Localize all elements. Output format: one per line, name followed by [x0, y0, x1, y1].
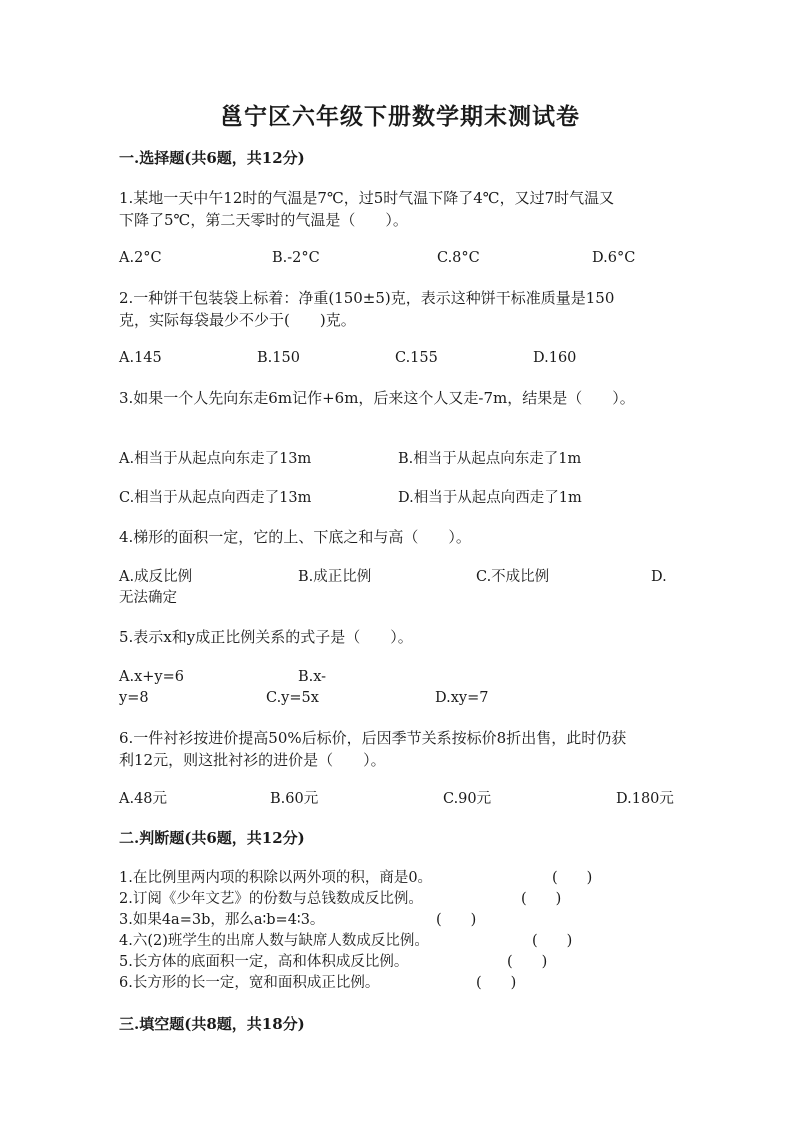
- question-1-option-c: C.8°C: [437, 250, 480, 266]
- question-6-option-b: B.60元: [270, 791, 319, 807]
- question-5-option-b: B.x-: [298, 669, 327, 685]
- judge-5-text: 5.长方体的底面积一定，高和体积成反比例。: [119, 954, 409, 970]
- question-1-option-d: D.6°C: [592, 250, 636, 266]
- question-2-line-1: 2.一种饼干包装袋上标着：净重(150±5)克，表示这种饼干标准质量是150: [119, 289, 615, 307]
- question-5-option-a: A.x+y=6: [119, 669, 184, 685]
- question-2-line-2: 克，实际每袋最少不少于( )克。: [119, 311, 356, 329]
- question-2-option-a: A.145: [119, 350, 162, 366]
- question-1-option-a: A.2°C: [119, 250, 162, 266]
- question-5-option-d: D.xy=7: [435, 690, 489, 706]
- section-heading-choice: 一.选择题(共6题，共12分): [119, 149, 305, 167]
- judge-3-text: 3.如果4a=3b，那么a∶b=4∶3。: [119, 912, 325, 928]
- question-1-option-b: B.-2°C: [272, 250, 320, 266]
- question-4-option-b: B.成正比例: [298, 569, 372, 585]
- question-3-option-d: D.相当于从起点向西走了1m: [398, 490, 582, 506]
- question-4-option-d: D.: [651, 569, 667, 585]
- question-2-option-b: B.150: [257, 350, 300, 366]
- question-6-option-a: A.48元: [119, 791, 168, 807]
- judge-1-text: 1.在比例里两内项的积除以两外项的积，商是0。: [119, 870, 433, 886]
- question-2-option-d: D.160: [533, 350, 577, 366]
- page-title: 邕宁区六年级下册数学期末测试卷: [220, 103, 580, 130]
- question-2-option-c: C.155: [395, 350, 438, 366]
- question-1-line-2: 下降了5℃，第二天零时的气温是（ ）。: [119, 211, 408, 229]
- question-3-option-b: B.相当于从起点向东走了1m: [398, 451, 582, 467]
- question-5-line-1: 5.表示x和y成正比例关系的式子是（ ）。: [119, 628, 413, 646]
- question-5-option-b-cont: y=8: [119, 690, 149, 706]
- question-4-option-c: C.不成比例: [476, 569, 550, 585]
- question-3-option-a: A.相当于从起点向东走了13m: [119, 451, 312, 467]
- question-3-option-c: C.相当于从起点向西走了13m: [119, 490, 312, 506]
- question-4-line-1: 4.梯形的面积一定，它的上、下底之和与高（ ）。: [119, 528, 471, 546]
- judge-2-text: 2.订阅《少年文艺》的份数与总钱数成反比例。: [119, 891, 423, 907]
- judge-3-answer-paren: ( ): [436, 912, 477, 928]
- judge-6-answer-paren: ( ): [476, 975, 517, 991]
- judge-6-text: 6.长方形的长一定，宽和面积成正比例。: [119, 975, 380, 991]
- question-1-line-1: 1.某地一天中午12时的气温是7℃，过5时气温下降了4℃，又过7时气温又: [119, 189, 615, 207]
- question-3-line-1: 3.如果一个人先向东走6m记作+6m，后来这个人又走-7m，结果是（ ）。: [119, 389, 635, 407]
- question-6-option-c: C.90元: [443, 791, 492, 807]
- section-heading-judge: 二.判断题(共6题，共12分): [119, 829, 305, 847]
- question-6-line-2: 利12元，则这批衬衫的进价是（ ）。: [119, 751, 386, 769]
- question-4-option-a: A.成反比例: [119, 569, 193, 585]
- judge-5-answer-paren: ( ): [507, 954, 548, 970]
- judge-4-answer-paren: ( ): [532, 933, 573, 949]
- judge-2-answer-paren: ( ): [521, 891, 562, 907]
- question-6-option-d: D.180元: [616, 791, 674, 807]
- judge-4-text: 4.六(2)班学生的出席人数与缺席人数成反比例。: [119, 933, 429, 949]
- question-6-line-1: 6.一件衬衫按进价提高50%后标价，后因季节关系按标价8折出售，此时仍获: [119, 729, 627, 747]
- judge-1-answer-paren: ( ): [552, 870, 593, 886]
- question-4-option-d-text: 无法确定: [119, 590, 177, 606]
- section-heading-fill: 三.填空题(共8题，共18分): [119, 1015, 305, 1033]
- question-5-option-c: C.y=5x: [266, 690, 319, 706]
